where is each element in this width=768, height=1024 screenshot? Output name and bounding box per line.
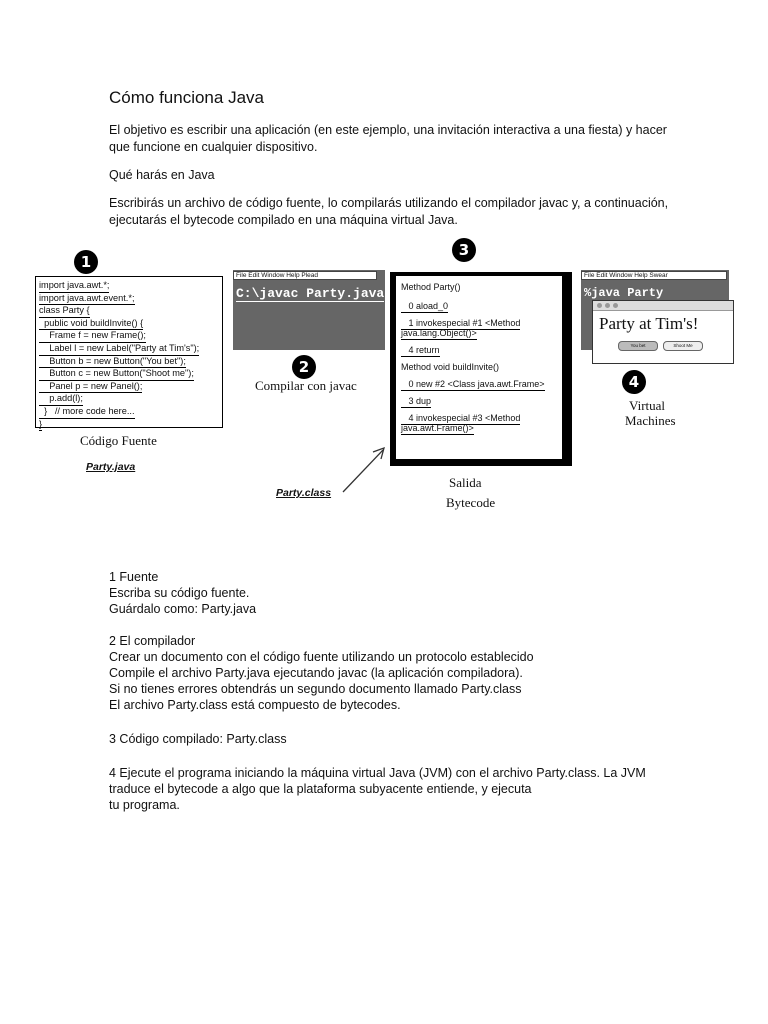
step-2-text: Si no tienes errores obtendrás un segundo documento llamado Party.class xyxy=(109,682,522,696)
shoot-me-button[interactable]: Shoot Me xyxy=(663,341,703,351)
vm-menu-bar: File Edit Window Help Swear xyxy=(581,271,727,280)
step-3-badge: 3 xyxy=(452,238,476,262)
bytecode-line: 4 invokespecial #3 <Method xyxy=(401,413,521,423)
bytecode-label: Bytecode xyxy=(446,495,496,510)
window-button-icon xyxy=(613,303,618,308)
you-bet-button[interactable]: You bet xyxy=(618,341,658,351)
source-code-box xyxy=(35,276,223,428)
bytecode-line: 1 invokespecial #1 <Method xyxy=(401,318,521,328)
bytecode-line: Method void buildInvite() xyxy=(401,362,500,372)
window-button-icon xyxy=(605,303,610,308)
source-file-name: Party.java xyxy=(86,461,136,473)
step-2-text: Compile el archivo Party.java ejecutando javac (la aplicación compiladora). xyxy=(109,666,523,680)
vm-label-1: Virtual xyxy=(629,398,666,413)
code-line: p.add(l); xyxy=(39,393,83,406)
bytecode-line: 4 return xyxy=(401,345,440,355)
code-line: Button b = new Button("You bet"); xyxy=(39,356,186,369)
code-line: Button c = new Button("Shoot me"); xyxy=(39,368,194,381)
intro-paragraph: El objetivo es escribir una aplicación (en este ejemplo, una invitación interactiva a una fiesta) y hacer que funcione en cualquier dispositivo. xyxy=(109,123,667,154)
code-line: class Party { xyxy=(39,305,90,318)
step-4-text: tu programa. xyxy=(109,798,180,812)
page-title: Cómo funciona Java xyxy=(109,88,264,107)
window-button-icon xyxy=(597,303,602,308)
vm-label-2: Machines xyxy=(625,413,676,428)
code-line: } xyxy=(39,419,42,432)
step-2-heading: 2 El compilador xyxy=(109,634,196,648)
invitation-heading: Party at Tim's! xyxy=(599,314,699,333)
code-line: } // more code here... xyxy=(39,406,135,419)
step-1-text: Guárdalo como: Party.java xyxy=(109,602,257,616)
step-1-badge: 1 xyxy=(74,250,98,274)
step-1-section xyxy=(109,569,689,617)
step-3-section xyxy=(109,731,689,747)
step-2-badge: 2 xyxy=(292,355,316,379)
bytecode-line: 3 dup xyxy=(401,396,432,406)
bytecode-line: java.awt.Frame()> xyxy=(401,423,474,433)
code-line: Label l = new Label("Party at Tim's"); xyxy=(39,343,199,356)
step-4-section xyxy=(109,765,689,813)
code-line: Panel p = new Panel(); xyxy=(39,381,142,394)
compiler-menu-bar: File Edit Window Help Plead xyxy=(233,271,377,280)
output-label: Salida xyxy=(449,475,482,490)
bytecode-line: 0 aload_0 xyxy=(401,301,449,311)
code-line: import java.awt.event.*; xyxy=(39,293,135,306)
step-1-heading: 1 Fuente xyxy=(109,570,159,584)
step-4-heading: 4 Ejecute el programa iniciando la máquina virtual Java (JVM) con el archivo Party.class. La JVM xyxy=(109,766,646,780)
step-1-text: Escriba su código fuente. xyxy=(109,586,250,600)
window-title-bar xyxy=(593,301,733,311)
bytecode-box xyxy=(390,272,572,466)
class-file-name: Party.class xyxy=(276,487,332,499)
step-2-text: Crear un documento con el código fuente utilizando un protocolo establecido xyxy=(109,650,534,664)
step-2-text: El archivo Party.class está compuesto de bytecodes. xyxy=(109,698,401,712)
code-line: import java.awt.*; xyxy=(39,280,109,293)
vm-command: %java Party xyxy=(584,286,664,300)
compiler-label: Compilar con javac xyxy=(255,378,357,393)
arrow-icon xyxy=(335,440,395,500)
bytecode-line: 0 new #2 <Class java.awt.Frame> xyxy=(401,379,545,389)
bytecode-line: Method Party() xyxy=(401,282,461,292)
source-label: Código Fuente xyxy=(80,433,157,448)
bytecode-line: java.lang.Object()> xyxy=(401,328,477,338)
step-2-section xyxy=(109,633,689,713)
step-3-heading: 3 Código compilado: Party.class xyxy=(109,732,287,746)
step-4-badge: 4 xyxy=(622,370,646,394)
step-4-text: traduce el bytecode a algo que la plataforma subyacente entiende, y ejecuta xyxy=(109,782,532,796)
compiler-command: C:\javac Party.java xyxy=(236,286,385,301)
compiler-terminal xyxy=(233,270,385,350)
vm-app-window xyxy=(592,300,734,364)
section-heading: Qué harás en Java xyxy=(109,168,215,182)
code-line: Frame f = new Frame(); xyxy=(39,330,146,343)
code-line: public void buildInvite() { xyxy=(39,318,143,331)
intro-paragraph-2: Escribirás un archivo de código fuente, lo compilarás utilizando el compilador javac y, a continuación, ejecutarás el bytecode compilado en una máquina virtual Java. xyxy=(109,196,669,227)
